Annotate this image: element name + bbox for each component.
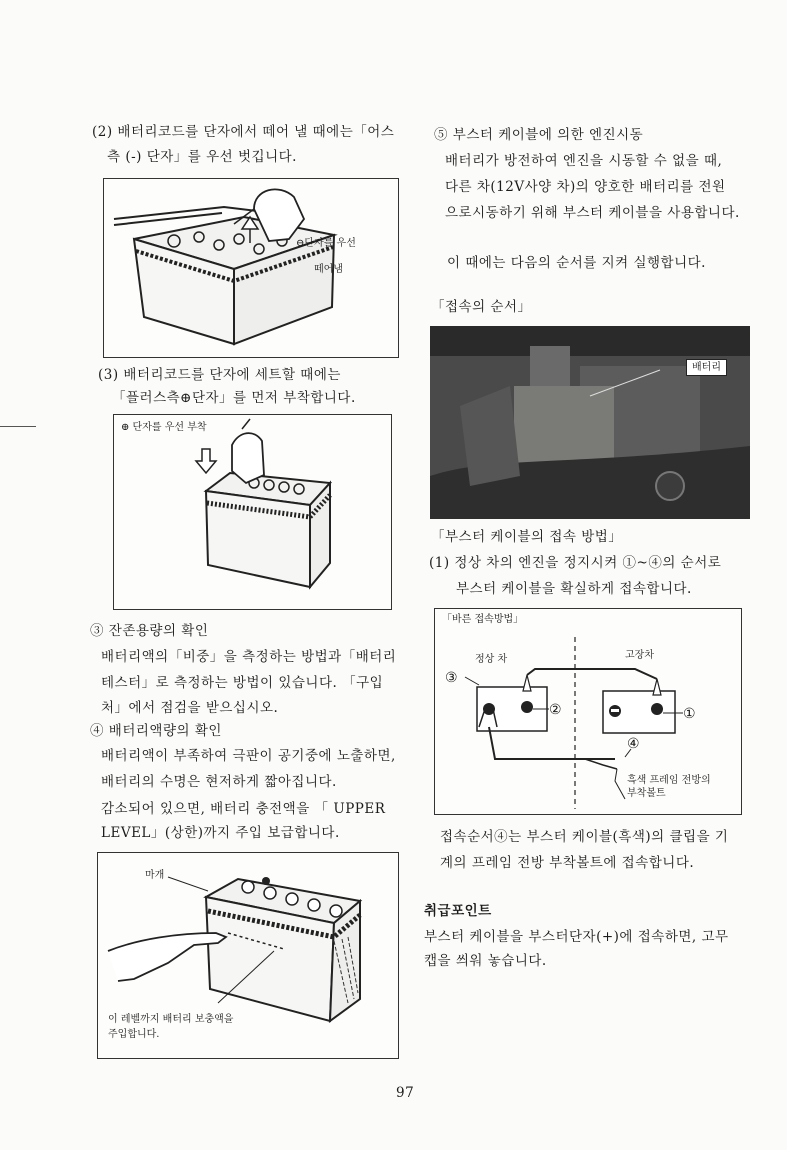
step2-number: ② — [549, 702, 563, 718]
connection-order-title: 「접속의 순서」 — [431, 299, 532, 315]
section5-line2: 다른 차(12V사양 차)의 양호한 배터리를 전원 — [445, 179, 726, 195]
method1-line2: 부스터 케이블을 확실하게 접속합니다. — [456, 581, 692, 597]
section3-heading: ③ 잔존용량의 확인 — [90, 623, 209, 639]
engine-bay-photo-drawing — [430, 326, 750, 519]
section4-line3: 감소되어 있으면, 배터리 충전액을 「 UPPER — [101, 801, 386, 817]
handling-tip-line1: 부스터 케이블을 부스터단자(+)에 접속하면, 고무 — [424, 929, 729, 945]
booster-method-title: 「부스터 케이블의 접속 방법」 — [431, 529, 623, 545]
figure3-cap-label: 마개 — [145, 870, 165, 881]
bolt-label-line2: 부착볼트 — [627, 788, 666, 799]
p2-line1: (2) 배터리코드를 단자에서 떼어 낼 때에는「어스 — [92, 124, 395, 140]
after-diagram-line2: 계의 프레임 전방 부착볼트에 접속합니다. — [440, 855, 695, 871]
figure-attach-positive — [113, 414, 392, 610]
battery-location-photo — [430, 326, 750, 519]
order-note: 이 때에는 다음의 순서를 지켜 실행합니다. — [447, 255, 706, 271]
broken-car-label: 고장차 — [625, 650, 654, 661]
section4-line2: 배터리의 수명은 현저하게 짧아집니다. — [101, 774, 337, 790]
photo-battery-label: 배터리 — [686, 359, 727, 376]
figure3-note-line1: 이 레벨까지 배터리 보충액을 — [108, 1014, 234, 1025]
page-number: 97 — [396, 1085, 415, 1101]
figure1-label-line2: 떼어냄 — [314, 264, 343, 275]
p3-line1: (3) 배터리코드를 단자에 세트할 때에는 — [98, 367, 341, 383]
figure2-label: ⊕ 단자를 우선 부착 — [121, 422, 207, 433]
section5-heading: ⑤ 부스터 케이블에 의한 엔진시동 — [434, 127, 644, 143]
scan-margin-mark — [0, 426, 36, 427]
after-diagram-line1: 접속순서④는 부스터 케이블(흑색)의 클립을 기 — [440, 829, 729, 845]
figure-refill-level — [97, 852, 399, 1059]
diagram-title: 「바른 접속방법」 — [442, 614, 524, 625]
section3-line1: 배터리액의「비중」을 측정하는 방법과「배터리 — [101, 649, 397, 665]
p3-line2: 「플러스측⊕단자」를 먼저 부착합니다. — [112, 390, 356, 406]
figure1-label-line1: ⊖단자를 우선 — [296, 238, 356, 249]
section5-line1: 배터리가 방전하여 엔진을 시동할 수 없을 때, — [445, 153, 723, 169]
section3-line2: 테스터」로 측정하는 방법이 있습니다. 「구입 — [101, 675, 384, 691]
figure3-note-line2: 주입합니다. — [108, 1029, 160, 1040]
handling-tip-line2: 캡을 씌워 놓습니다. — [424, 953, 547, 969]
step1-number: ① — [683, 706, 697, 722]
battery-illustration-1 — [104, 179, 398, 357]
p2-line2: 측 (-) 단자」를 우선 벗깁니다. — [107, 149, 297, 165]
handling-tip-heading: 취급포인트 — [424, 903, 492, 919]
method1-line1: (1) 정상 차의 엔진을 정지시켜 ①~④의 순서로 — [429, 555, 722, 571]
section3-line3: 처」에서 점검을 받으십시오. — [101, 700, 279, 716]
section4-line1: 배터리액이 부족하여 극판이 공기중에 노출하면, — [101, 748, 396, 764]
figure-remove-negative — [103, 178, 399, 358]
step3-number: ③ — [445, 670, 459, 686]
section4-line4: LEVEL」(상한)까지 주입 보급합니다. — [101, 825, 340, 841]
connection-diagram — [434, 608, 742, 815]
battery-illustration-2 — [114, 415, 391, 609]
bolt-label-line1: 흑색 프레임 전방의 — [627, 775, 711, 786]
section4-heading: ④ 배터리액량의 확인 — [90, 723, 222, 739]
step4-number: ④ — [627, 736, 641, 752]
normal-car-label: 정상 차 — [475, 654, 508, 665]
section5-line3: 으로시동하기 위해 부스터 케이블을 사용합니다. — [445, 205, 740, 221]
